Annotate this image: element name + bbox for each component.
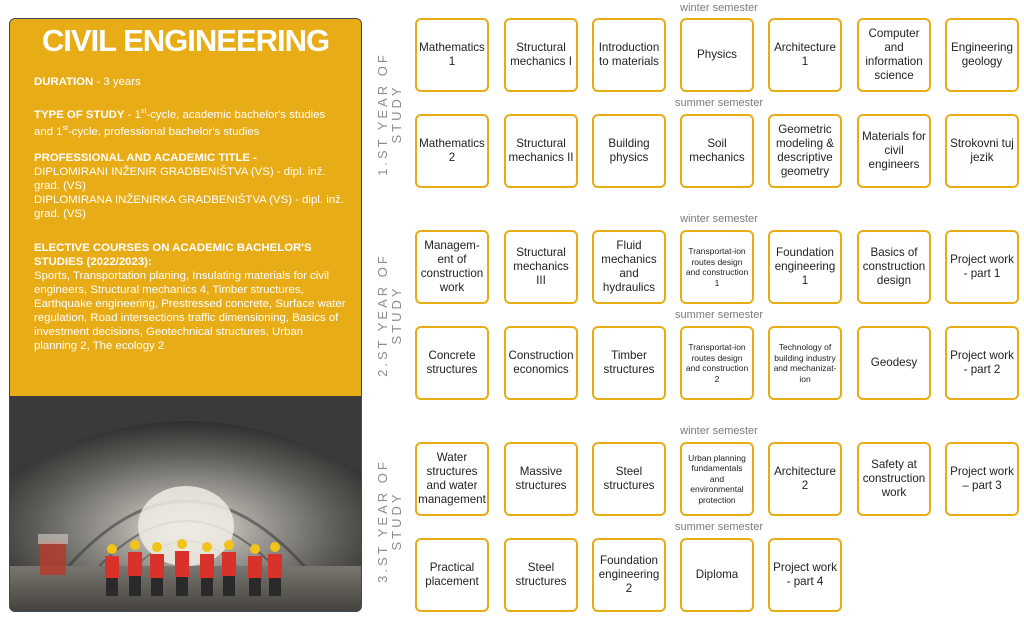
year-label-3: 3.ST YEAR OF STUDY	[375, 459, 404, 583]
course-box: Geometric modeling & descriptive geometry	[768, 114, 842, 188]
course-box: Transportat-ion routes design and construction 1	[680, 230, 754, 304]
type-value-part: -cycle, academic bachelor's studies and 1	[34, 108, 326, 138]
course-box: Project work – part 3	[945, 442, 1019, 516]
course-box: Soil mechanics	[680, 114, 754, 188]
course-box: Concrete structures	[415, 326, 489, 400]
semester-label-y3-winter: winter semester	[680, 425, 758, 437]
type-sup: st	[140, 108, 147, 115]
duration-info	[34, 75, 347, 89]
course-box: Massive structures	[504, 442, 578, 516]
course-box: Computer and information science	[857, 18, 931, 92]
course-box: Engineering geology	[945, 18, 1019, 92]
course-box: Mathematics 2	[415, 114, 489, 188]
course-box: Project work - part 1	[945, 230, 1019, 304]
elective-label: ELECTIVE COURSES ON ACADEMIC BACHELOR'S STUDIES (2022/2023):	[34, 242, 312, 268]
course-box: Urban planning fundamentals and environmental protection	[680, 442, 754, 516]
elective-courses-info	[34, 241, 347, 353]
course-box: Mathematics 1	[415, 18, 489, 92]
course-box: Foundation engineering 2	[592, 538, 666, 612]
course-box: Water structures and water management	[415, 442, 489, 516]
course-box: Structural mechanics III	[504, 230, 578, 304]
course-box: Project work - part 4	[768, 538, 842, 612]
semester-label-y3-summer: summer semester	[674, 521, 764, 533]
duration-value: - 3 years	[93, 76, 141, 88]
professional-title-male: DIPLOMIRANI INŽENIR GRADBENIŠTVA (VS) - dipl. inž. grad. (VS)	[34, 166, 326, 192]
course-box: Structural mechanics II	[504, 114, 578, 188]
course-box: Building physics	[592, 114, 666, 188]
duration-label: DURATION	[34, 76, 94, 88]
year-label-2: 2.ST YEAR OF STUDY	[375, 253, 404, 377]
course-box: Structural mechanics I	[504, 18, 578, 92]
course-box: Practical placement	[415, 538, 489, 612]
course-box: Safety at construction work	[857, 442, 931, 516]
elective-list: Sports, Transportation planing, Insulating materials for civil engineers, Structural mechanics 4, Timber structures, Earthquake engineering, Prestressed concrete, Surface water regulation, Road intersections traffic dimensioning, Basics of investment decisions, Geotechnical structures, Urban planning 2, The ecology 2	[34, 270, 346, 352]
course-box: Fluid mechanics and hydraulics	[592, 230, 666, 304]
course-box: Managem-ent of construction work	[415, 230, 489, 304]
course-box: Technology of building industry and mechanizat-ion	[768, 326, 842, 400]
type-value-part: - 1	[124, 108, 141, 121]
program-info	[10, 19, 361, 396]
course-box: Timber structures	[592, 326, 666, 400]
type-of-study-info	[34, 105, 347, 139]
year-label-1: 1.ST YEAR OF STUDY	[375, 52, 404, 176]
course-box: Basics of construction design	[857, 230, 931, 304]
semester-label-y1-summer: summer semester	[674, 97, 764, 109]
course-box: Materials for civil engineers	[857, 114, 931, 188]
semester-label-y1-winter: winter semester	[680, 2, 758, 14]
course-box: Physics	[680, 18, 754, 92]
course-box: Steel structures	[592, 442, 666, 516]
type-sup: st	[62, 124, 68, 132]
tunnel-construction-photo	[10, 396, 361, 611]
course-box: Strokovni tuj jezik	[945, 114, 1019, 188]
course-box: Project work - part 2	[945, 326, 1019, 400]
professional-title-info	[34, 151, 347, 221]
type-label: TYPE OF STUDY	[34, 108, 125, 121]
semester-label-y2-winter: winter semester	[680, 213, 758, 225]
program-info-panel	[9, 18, 362, 612]
course-box: Geodesy	[857, 326, 931, 400]
course-box: Construction economics	[504, 326, 578, 400]
course-box: Diploma	[680, 538, 754, 612]
course-box: Steel structures	[504, 538, 578, 612]
course-box: Introduction to materials	[592, 18, 666, 92]
type-value-part: -cycle, professional bachelor's studies	[67, 125, 260, 138]
professional-title-female: DIPLOMIRANA INŽENIRKA GRADBENIŠTVA (VS) - dipl. inž. grad. (VS)	[34, 194, 344, 220]
course-box: Architecture 2	[768, 442, 842, 516]
course-box: Transportat-ion routes design and construction 2	[680, 326, 754, 400]
program-title: CIVIL ENGINEERING	[41, 23, 330, 58]
course-box: Foundation engineering 1	[768, 230, 842, 304]
course-box: Architecture 1	[768, 18, 842, 92]
professional-title-label: PROFESSIONAL AND ACADEMIC TITLE -	[34, 152, 257, 164]
semester-label-y2-summer: summer semester	[674, 309, 764, 321]
